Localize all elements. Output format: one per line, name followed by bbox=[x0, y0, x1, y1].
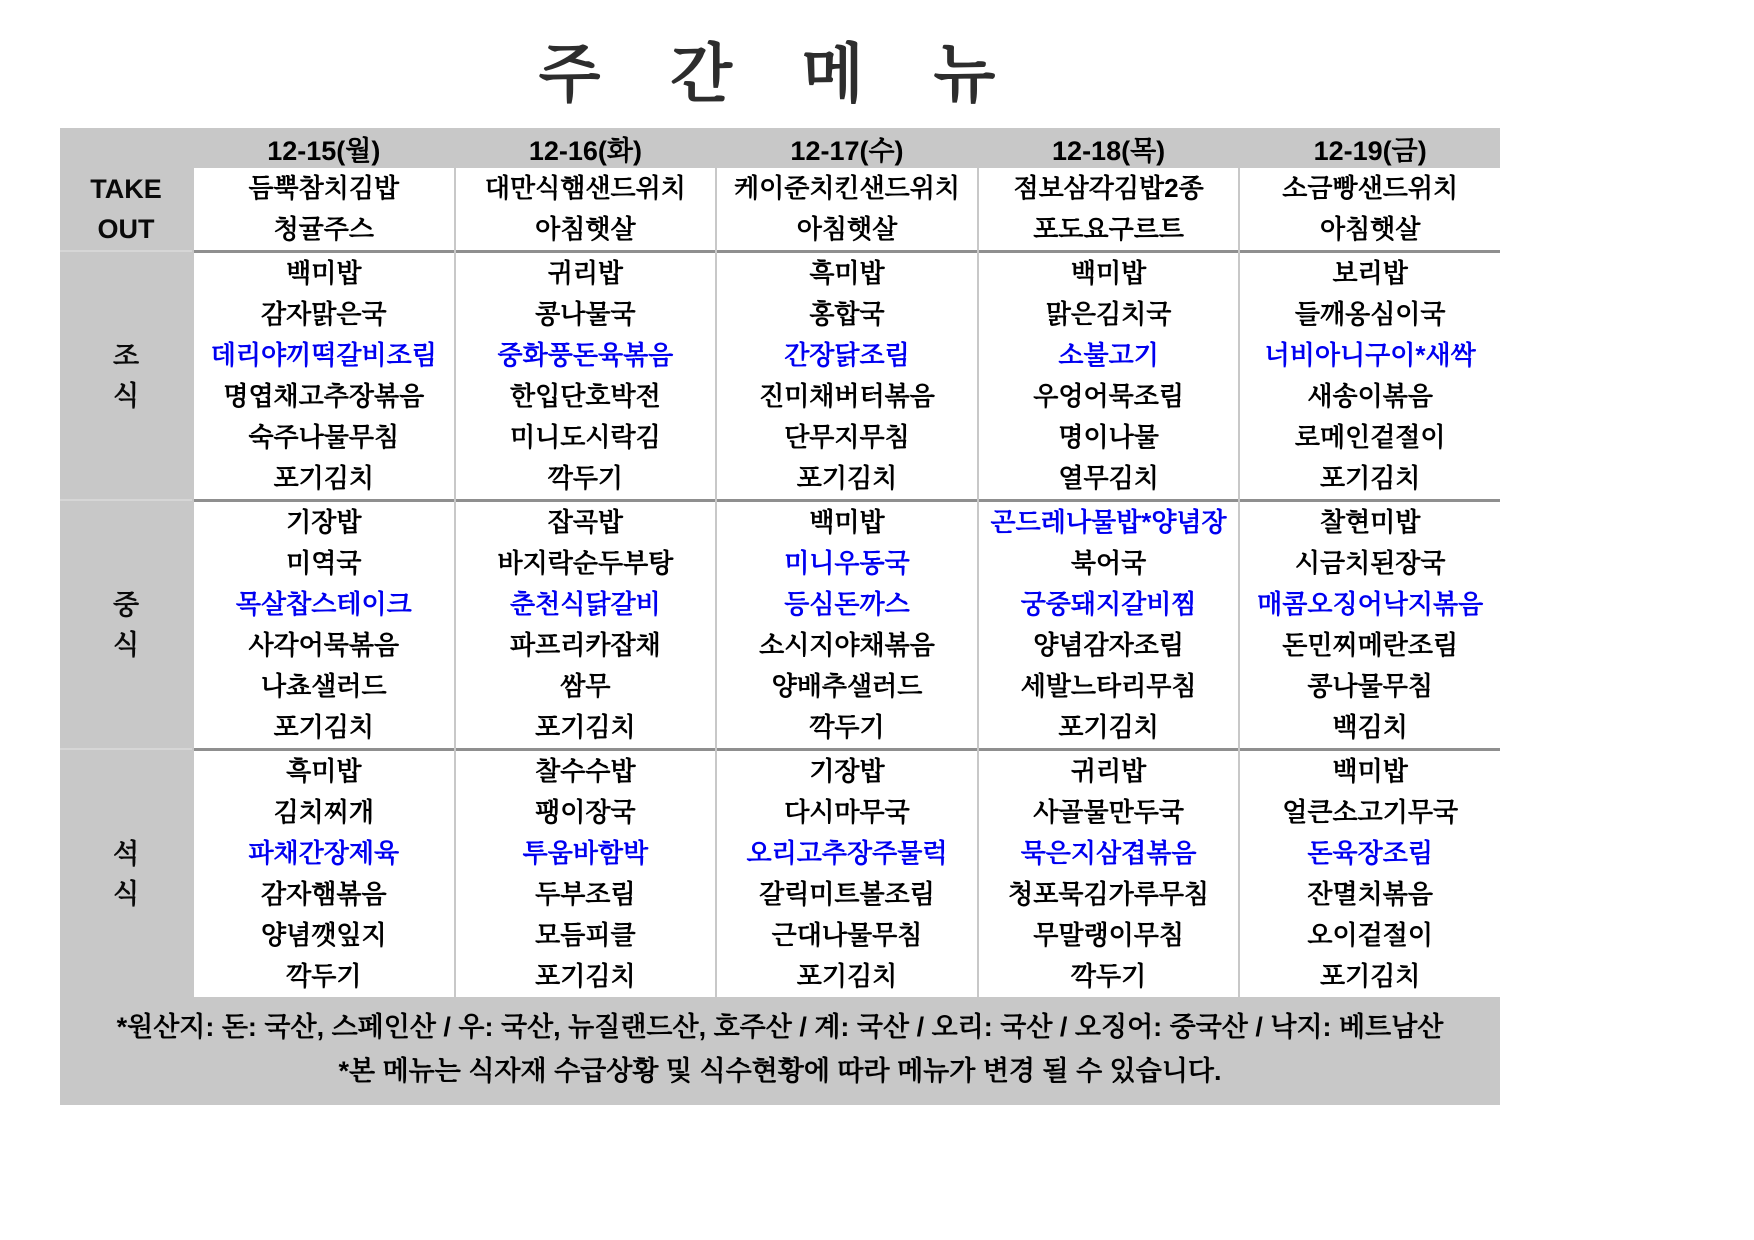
change-notice: *본 메뉴는 식자재 수급상황 및 식수현황에 따라 메뉴가 변경 될 수 있습니다. bbox=[338, 1056, 1222, 1086]
lunch-cell-day-4 bbox=[1240, 499, 1500, 748]
section-row-dinner bbox=[60, 748, 1500, 997]
section-row-lunch bbox=[60, 499, 1500, 748]
menu-item-main: 소불고기 bbox=[1058, 340, 1159, 370]
menu-item-main: 미니우동국 bbox=[784, 548, 910, 578]
menu-table bbox=[60, 128, 1500, 1105]
menu-item: 시금치된장국 bbox=[1294, 548, 1446, 578]
menu-item: 귀리밥 bbox=[1070, 756, 1147, 786]
takeout-cell-day-1 bbox=[456, 168, 716, 250]
menu-item: 콩나물무침 bbox=[1307, 671, 1433, 701]
menu-item: 양념감자조림 bbox=[1033, 630, 1184, 660]
menu-item: 깍두기 bbox=[286, 961, 362, 991]
table-header-row bbox=[60, 128, 1500, 168]
menu-item: 진미채버터볶음 bbox=[759, 381, 935, 411]
menu-item: 맑은김치국 bbox=[1045, 299, 1172, 329]
menu-item-main: 중화풍돈육볶음 bbox=[497, 340, 674, 370]
menu-item: 백미밥 bbox=[286, 258, 362, 288]
takeout-cell-day-2 bbox=[717, 168, 977, 250]
row-label-line: 중 bbox=[112, 589, 140, 620]
dinner-cell-day-4 bbox=[1240, 748, 1500, 997]
menu-item: 한입단호박전 bbox=[510, 381, 661, 411]
menu-item: 깍두기 bbox=[547, 463, 624, 493]
origin-note: *원산지: 돈: 국산, 스페인산 / 우: 국산, 뉴질랜드산, 호주산 / 계: 국산 / 오리: 국산 / 오징어: 중국산 / 낙지: 베트남산 bbox=[116, 1012, 1444, 1042]
breakfast-cell-day-4 bbox=[1240, 250, 1500, 499]
menu-item: 오이겉절이 bbox=[1307, 920, 1433, 950]
dinner-cell-day-2 bbox=[717, 748, 977, 997]
menu-item: 듬뿍참치김밥 bbox=[248, 173, 400, 203]
menu-item: 깍두기 bbox=[1070, 961, 1147, 991]
menu-item: 로메인겉절이 bbox=[1294, 422, 1446, 452]
menu-item-main: 등심돈까스 bbox=[784, 589, 910, 619]
takeout-cell-day-3 bbox=[979, 168, 1239, 250]
menu-item: 사골물만두국 bbox=[1033, 797, 1184, 827]
lunch-cell-day-3 bbox=[979, 499, 1239, 748]
menu-item: 미역국 bbox=[286, 548, 362, 578]
menu-item: 잔멸치볶음 bbox=[1307, 879, 1433, 909]
menu-item: 갈릭미트볼조림 bbox=[759, 879, 935, 909]
lunch-cell-day-2 bbox=[717, 499, 977, 748]
row-label-line: 조 bbox=[112, 340, 140, 371]
menu-item-main: 춘천식닭갈비 bbox=[510, 589, 661, 619]
menu-item: 보리밥 bbox=[1332, 258, 1408, 288]
menu-item: 홍합국 bbox=[809, 299, 885, 329]
menu-item: 새송이볶음 bbox=[1307, 381, 1433, 411]
menu-item: 청포묵김가루무침 bbox=[1008, 879, 1210, 909]
section-row-breakfast bbox=[60, 250, 1500, 499]
menu-item: 열무김치 bbox=[1058, 463, 1159, 493]
menu-item: 청귤주스 bbox=[273, 214, 375, 244]
menu-item: 모듬피클 bbox=[535, 920, 636, 950]
menu-item: 숙주나물무침 bbox=[248, 422, 400, 452]
menu-item: 찰수수밥 bbox=[535, 756, 636, 786]
row-label-line: 석 bbox=[112, 838, 140, 869]
menu-item: 포기김치 bbox=[796, 463, 898, 493]
menu-item: 양배추샐러드 bbox=[771, 671, 923, 701]
menu-item: 소금빵샌드위치 bbox=[1282, 173, 1459, 203]
menu-item: 사각어묵볶음 bbox=[248, 630, 400, 660]
menu-item: 백미밥 bbox=[1332, 756, 1408, 786]
menu-item: 김치찌개 bbox=[273, 797, 375, 827]
lunch-cell-day-1 bbox=[456, 499, 716, 748]
menu-item: 포기김치 bbox=[273, 463, 375, 493]
row-label-line: OUT bbox=[97, 214, 155, 244]
menu-item: 백미밥 bbox=[1070, 258, 1147, 288]
menu-item-main: 오리고추장주물럭 bbox=[746, 838, 948, 868]
menu-item-main: 매콤오징어낙지볶음 bbox=[1257, 589, 1484, 619]
menu-item: 찰현미밥 bbox=[1319, 507, 1421, 537]
menu-item-main: 궁중돼지갈비찜 bbox=[1020, 589, 1197, 619]
menu-item: 소시지야채볶음 bbox=[759, 630, 935, 660]
menu-item: 깍두기 bbox=[809, 712, 885, 742]
row-label-line: 식 bbox=[112, 629, 140, 660]
row-label-breakfast bbox=[60, 250, 192, 499]
menu-item: 포기김치 bbox=[535, 961, 636, 991]
dinner-cell-day-0 bbox=[194, 748, 454, 997]
menu-item: 북어국 bbox=[1070, 548, 1147, 578]
menu-item: 두부조림 bbox=[535, 879, 636, 909]
menu-item: 케이준치킨샌드위치 bbox=[733, 173, 961, 203]
menu-item: 명이나물 bbox=[1058, 422, 1159, 452]
row-label-lunch bbox=[60, 499, 192, 748]
menu-item: 흑미밥 bbox=[286, 756, 362, 786]
date-header-3: 12-18(목) bbox=[1052, 135, 1166, 166]
menu-item-main: 돈육장조림 bbox=[1307, 838, 1433, 868]
row-label-dinner bbox=[60, 748, 192, 997]
menu-item: 포도요구르트 bbox=[1033, 214, 1184, 244]
menu-item: 감자햄볶음 bbox=[261, 879, 387, 909]
menu-item: 백김치 bbox=[1332, 712, 1408, 742]
menu-item: 포기김치 bbox=[535, 712, 636, 742]
dinner-cell-day-3 bbox=[979, 748, 1239, 997]
menu-item: 포기김치 bbox=[1058, 712, 1159, 742]
menu-item: 단무지무침 bbox=[784, 422, 910, 452]
table-footer bbox=[60, 997, 1500, 1105]
date-header-4: 12-19(금) bbox=[1313, 135, 1427, 166]
menu-item: 흑미밥 bbox=[809, 258, 885, 288]
menu-item: 아침햇살 bbox=[796, 214, 898, 244]
date-header-1: 12-16(화) bbox=[528, 135, 642, 166]
takeout-cell-day-4 bbox=[1240, 168, 1500, 250]
lunch-cell-day-0 bbox=[194, 499, 454, 748]
menu-item: 양념깻잎지 bbox=[261, 920, 387, 950]
menu-item: 얼큰소고기무국 bbox=[1282, 797, 1459, 827]
row-label-line: 식 bbox=[112, 380, 140, 411]
menu-item: 아침햇살 bbox=[1319, 214, 1421, 244]
menu-item-main: 데리야끼떡갈비조림 bbox=[210, 340, 437, 370]
menu-item: 바지락순두부탕 bbox=[497, 548, 674, 578]
row-label-line: TAKE bbox=[90, 174, 162, 204]
page-title: 주 간 메 뉴 bbox=[538, 38, 1022, 110]
row-label-line: 식 bbox=[112, 878, 140, 909]
breakfast-cell-day-2 bbox=[717, 250, 977, 499]
dinner-cell-day-1 bbox=[456, 748, 716, 997]
menu-sections bbox=[60, 168, 1500, 997]
menu-item: 명엽채고추장볶음 bbox=[223, 381, 425, 411]
menu-item: 들깨옹심이국 bbox=[1294, 299, 1446, 329]
menu-item-main: 곤드레나물밥*양념장 bbox=[990, 507, 1227, 537]
menu-item-main: 목살찹스테이크 bbox=[235, 589, 412, 619]
menu-item: 감자맑은국 bbox=[261, 299, 387, 329]
breakfast-cell-day-1 bbox=[456, 250, 716, 499]
menu-item: 돈민찌메란조림 bbox=[1282, 630, 1459, 660]
menu-item: 콩나물국 bbox=[535, 299, 636, 329]
menu-item: 다시마무국 bbox=[784, 797, 910, 827]
breakfast-cell-day-0 bbox=[194, 250, 454, 499]
menu-item: 세발느타리무침 bbox=[1020, 671, 1197, 701]
header-corner-cell bbox=[60, 128, 192, 168]
menu-item-main: 묵은지삼겹볶음 bbox=[1020, 838, 1197, 868]
menu-item-main: 투움바함박 bbox=[522, 838, 649, 868]
menu-item-main: 너비아니구이*새싹 bbox=[1264, 340, 1476, 370]
menu-item: 포기김치 bbox=[796, 961, 898, 991]
menu-item: 쌈무 bbox=[560, 671, 611, 701]
menu-item: 백미밥 bbox=[809, 507, 885, 537]
menu-item: 우엉어묵조림 bbox=[1033, 381, 1184, 411]
takeout-cell-day-0 bbox=[194, 168, 454, 250]
menu-item: 기장밥 bbox=[286, 507, 362, 537]
menu-item: 아침햇살 bbox=[535, 214, 636, 244]
menu-item: 무말랭이무침 bbox=[1033, 920, 1184, 950]
menu-item: 포기김치 bbox=[1319, 463, 1421, 493]
menu-item: 대만식햄샌드위치 bbox=[484, 173, 686, 203]
menu-item: 팽이장국 bbox=[535, 797, 636, 827]
menu-item: 잡곡밥 bbox=[547, 507, 624, 537]
menu-item: 귀리밥 bbox=[547, 258, 624, 288]
menu-item: 미니도시락김 bbox=[510, 422, 661, 452]
date-header-2: 12-17(수) bbox=[790, 135, 904, 166]
section-row-takeout bbox=[60, 168, 1500, 250]
menu-item-main: 간장닭조림 bbox=[784, 340, 910, 370]
menu-item: 파프리카잡채 bbox=[510, 630, 661, 660]
menu-item: 점보삼각김밥2종 bbox=[1013, 173, 1204, 203]
row-label-takeout bbox=[60, 168, 192, 250]
menu-item: 기장밥 bbox=[809, 756, 885, 786]
menu-item: 나쵸샐러드 bbox=[261, 671, 387, 701]
date-header-0: 12-15(월) bbox=[267, 135, 381, 166]
menu-item: 포기김치 bbox=[1319, 961, 1421, 991]
menu-item-main: 파채간장제육 bbox=[248, 838, 400, 868]
menu-item: 포기김치 bbox=[273, 712, 375, 742]
menu-item: 근대나물무침 bbox=[771, 920, 923, 950]
breakfast-cell-day-3 bbox=[979, 250, 1239, 499]
